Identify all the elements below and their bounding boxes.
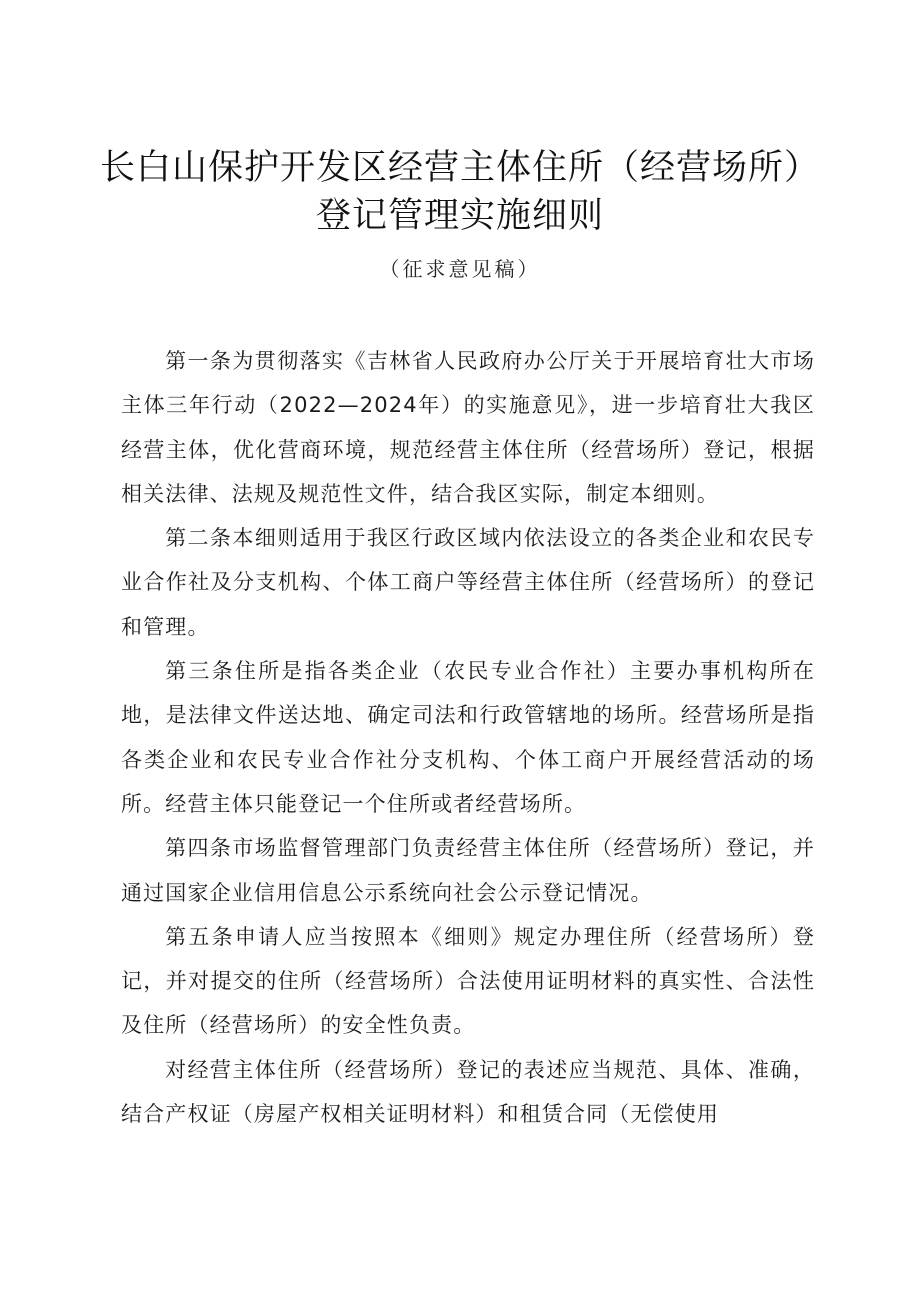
article-5-continuation-paragraph: 对经营主体住所（经营场所）登记的表述应当规范、具体、准确，结合产权证（房屋产权相关证明材料）和租赁合同（无偿使用 bbox=[121, 1057, 815, 1127]
article-1-paragraph: 第一条为贯彻落实《吉林省人民政府办公厅关于开展培育壮大市场主体三年行动（2022—2024年）的实施意见》，进一步培育壮大我区经营主体，优化营商环境，规范经营主体住所（经营场所）登记，根据相关法律、法规及规范性文件，结合我区实际，制定本细则。 bbox=[121, 349, 815, 506]
article-2-paragraph: 第二条本细则适用于我区行政区域内依法设立的各类企业和农民专业合作社及分支机构、个体工商户等经营主体住所（经营场所）的登记和管理。 bbox=[121, 526, 815, 639]
document-title-line-1: 长白山保护开发区经营主体住所（经营场所） bbox=[99, 148, 820, 188]
document-body bbox=[121, 339, 815, 1136]
document-subtitle: （征求意见稿） bbox=[379, 257, 541, 281]
article-5-paragraph: 第五条申请人应当按照本《细则》规定办理住所（经营场所）登记，并对提交的住所（经营场所）合法使用证明材料的真实性、合法性及住所（经营场所）的安全性负责。 bbox=[121, 924, 815, 1038]
article-3-paragraph: 第三条住所是指各类企业（农民专业合作社）主要办事机构所在地，是法律文件送达地、确定司法和行政管辖地的场所。经营场所是指各类企业和农民专业合作社分支机构、个体工商户开展经营活动的场所。经营主体只能登记一个住所或者经营场所。 bbox=[121, 659, 815, 816]
article-4-paragraph: 第四条市场监督管理部门负责经营主体住所（经营场所）登记，并通过国家企业信用信息公示系统向社会公示登记情况。 bbox=[121, 836, 815, 905]
document-title-line-2: 登记管理实施细则 bbox=[315, 196, 604, 236]
